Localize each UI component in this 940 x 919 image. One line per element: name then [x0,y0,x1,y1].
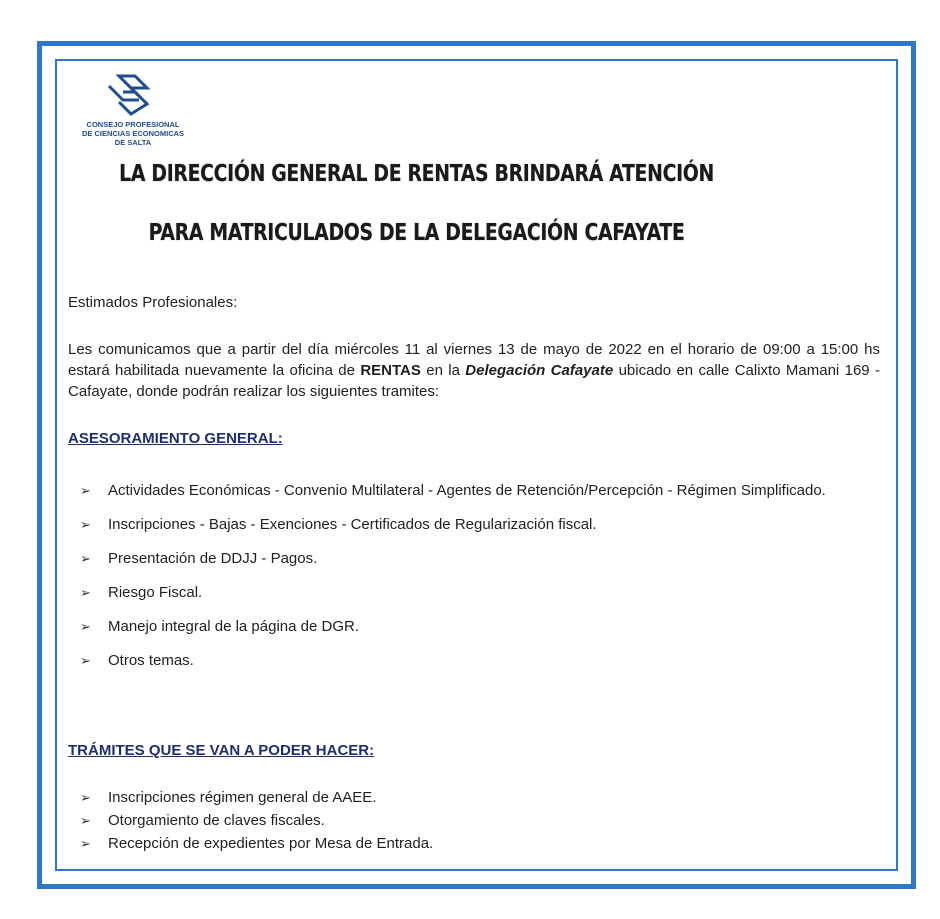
greeting: Estimados Profesionales: [68,294,238,311]
intro-bold-rentas: RENTAS [360,362,421,379]
list-item [80,832,880,855]
list-item-text: Otros temas. [108,652,194,669]
list-item-text: Inscripciones - Bajas - Exenciones - Certificados de Regularización fiscal. [108,516,597,533]
list-item [80,576,880,610]
list-item-text: Inscripciones régimen general de AAEE. [108,789,377,806]
arrow-bullet-icon: ➢ [80,790,91,805]
list-item-text: Riesgo Fiscal. [108,584,203,601]
intro-paragraph [68,339,880,402]
list-item [80,542,880,576]
arrow-bullet-icon: ➢ [80,551,91,566]
title-line-2: PARA MATRICULADOS DE LA DELEGACIÓN CAFAYATE [148,220,685,246]
list-item-text: Actividades Económicas - Convenio Multilateral - Agentes de Retención/Percepción - Régimen Simplificado. [108,482,826,499]
logo-line: DE SALTA [114,138,152,147]
list-item-text: Presentación de DDJJ - Pagos. [108,550,318,567]
list-item [80,610,880,644]
logo-emblem-icon [101,72,161,118]
list-item [80,809,880,832]
arrow-bullet-icon: ➢ [80,619,91,634]
list-item-text: Recepción de expedientes por Mesa de Entrada. [108,835,434,852]
list-item [80,474,880,508]
cpce-logo [73,72,193,152]
asesoramiento-list [80,474,880,678]
intro-text: en la [420,362,466,379]
list-item [80,786,880,809]
arrow-bullet-icon: ➢ [80,483,91,498]
list-item-text: Otorgamiento de claves fiscales. [108,812,325,829]
intro-delegation: Delegación Cafayate [465,362,614,379]
list-item [80,508,880,542]
arrow-bullet-icon: ➢ [80,813,91,828]
logo-line: CONSEJO PROFESIONAL [86,120,180,129]
logo-text [73,120,193,147]
tramites-list [80,786,880,855]
list-item [80,644,880,678]
section-heading-asesoramiento: ASESORAMIENTO GENERAL: [68,430,283,447]
arrow-bullet-icon: ➢ [80,585,91,600]
list-item-text: Manejo integral de la página de DGR. [108,618,359,635]
intro-text: Les comunicamos que a partir del día miércoles 11 al viernes 13 de mayo de 2022 en el horario de 09:00 a 15:00 hs estará habilitada nuevamente la oficina de [68,341,880,379]
arrow-bullet-icon: ➢ [80,653,91,668]
title-line-1: LA DIRECCIÓN GENERAL DE RENTAS BRINDARÁ ATENCIÓN [119,161,714,187]
arrow-bullet-icon: ➢ [80,517,91,532]
arrow-bullet-icon: ➢ [80,836,91,851]
logo-line: DE CIENCIAS ECONOMICAS [81,129,185,138]
section-heading-tramites: TRÁMITES QUE SE VAN A PODER HACER: [68,742,375,759]
intro-text: ubicado en calle Calixto Mamani 169 - Cafayate, donde podrán realizar los siguientes tramites: [68,362,880,400]
